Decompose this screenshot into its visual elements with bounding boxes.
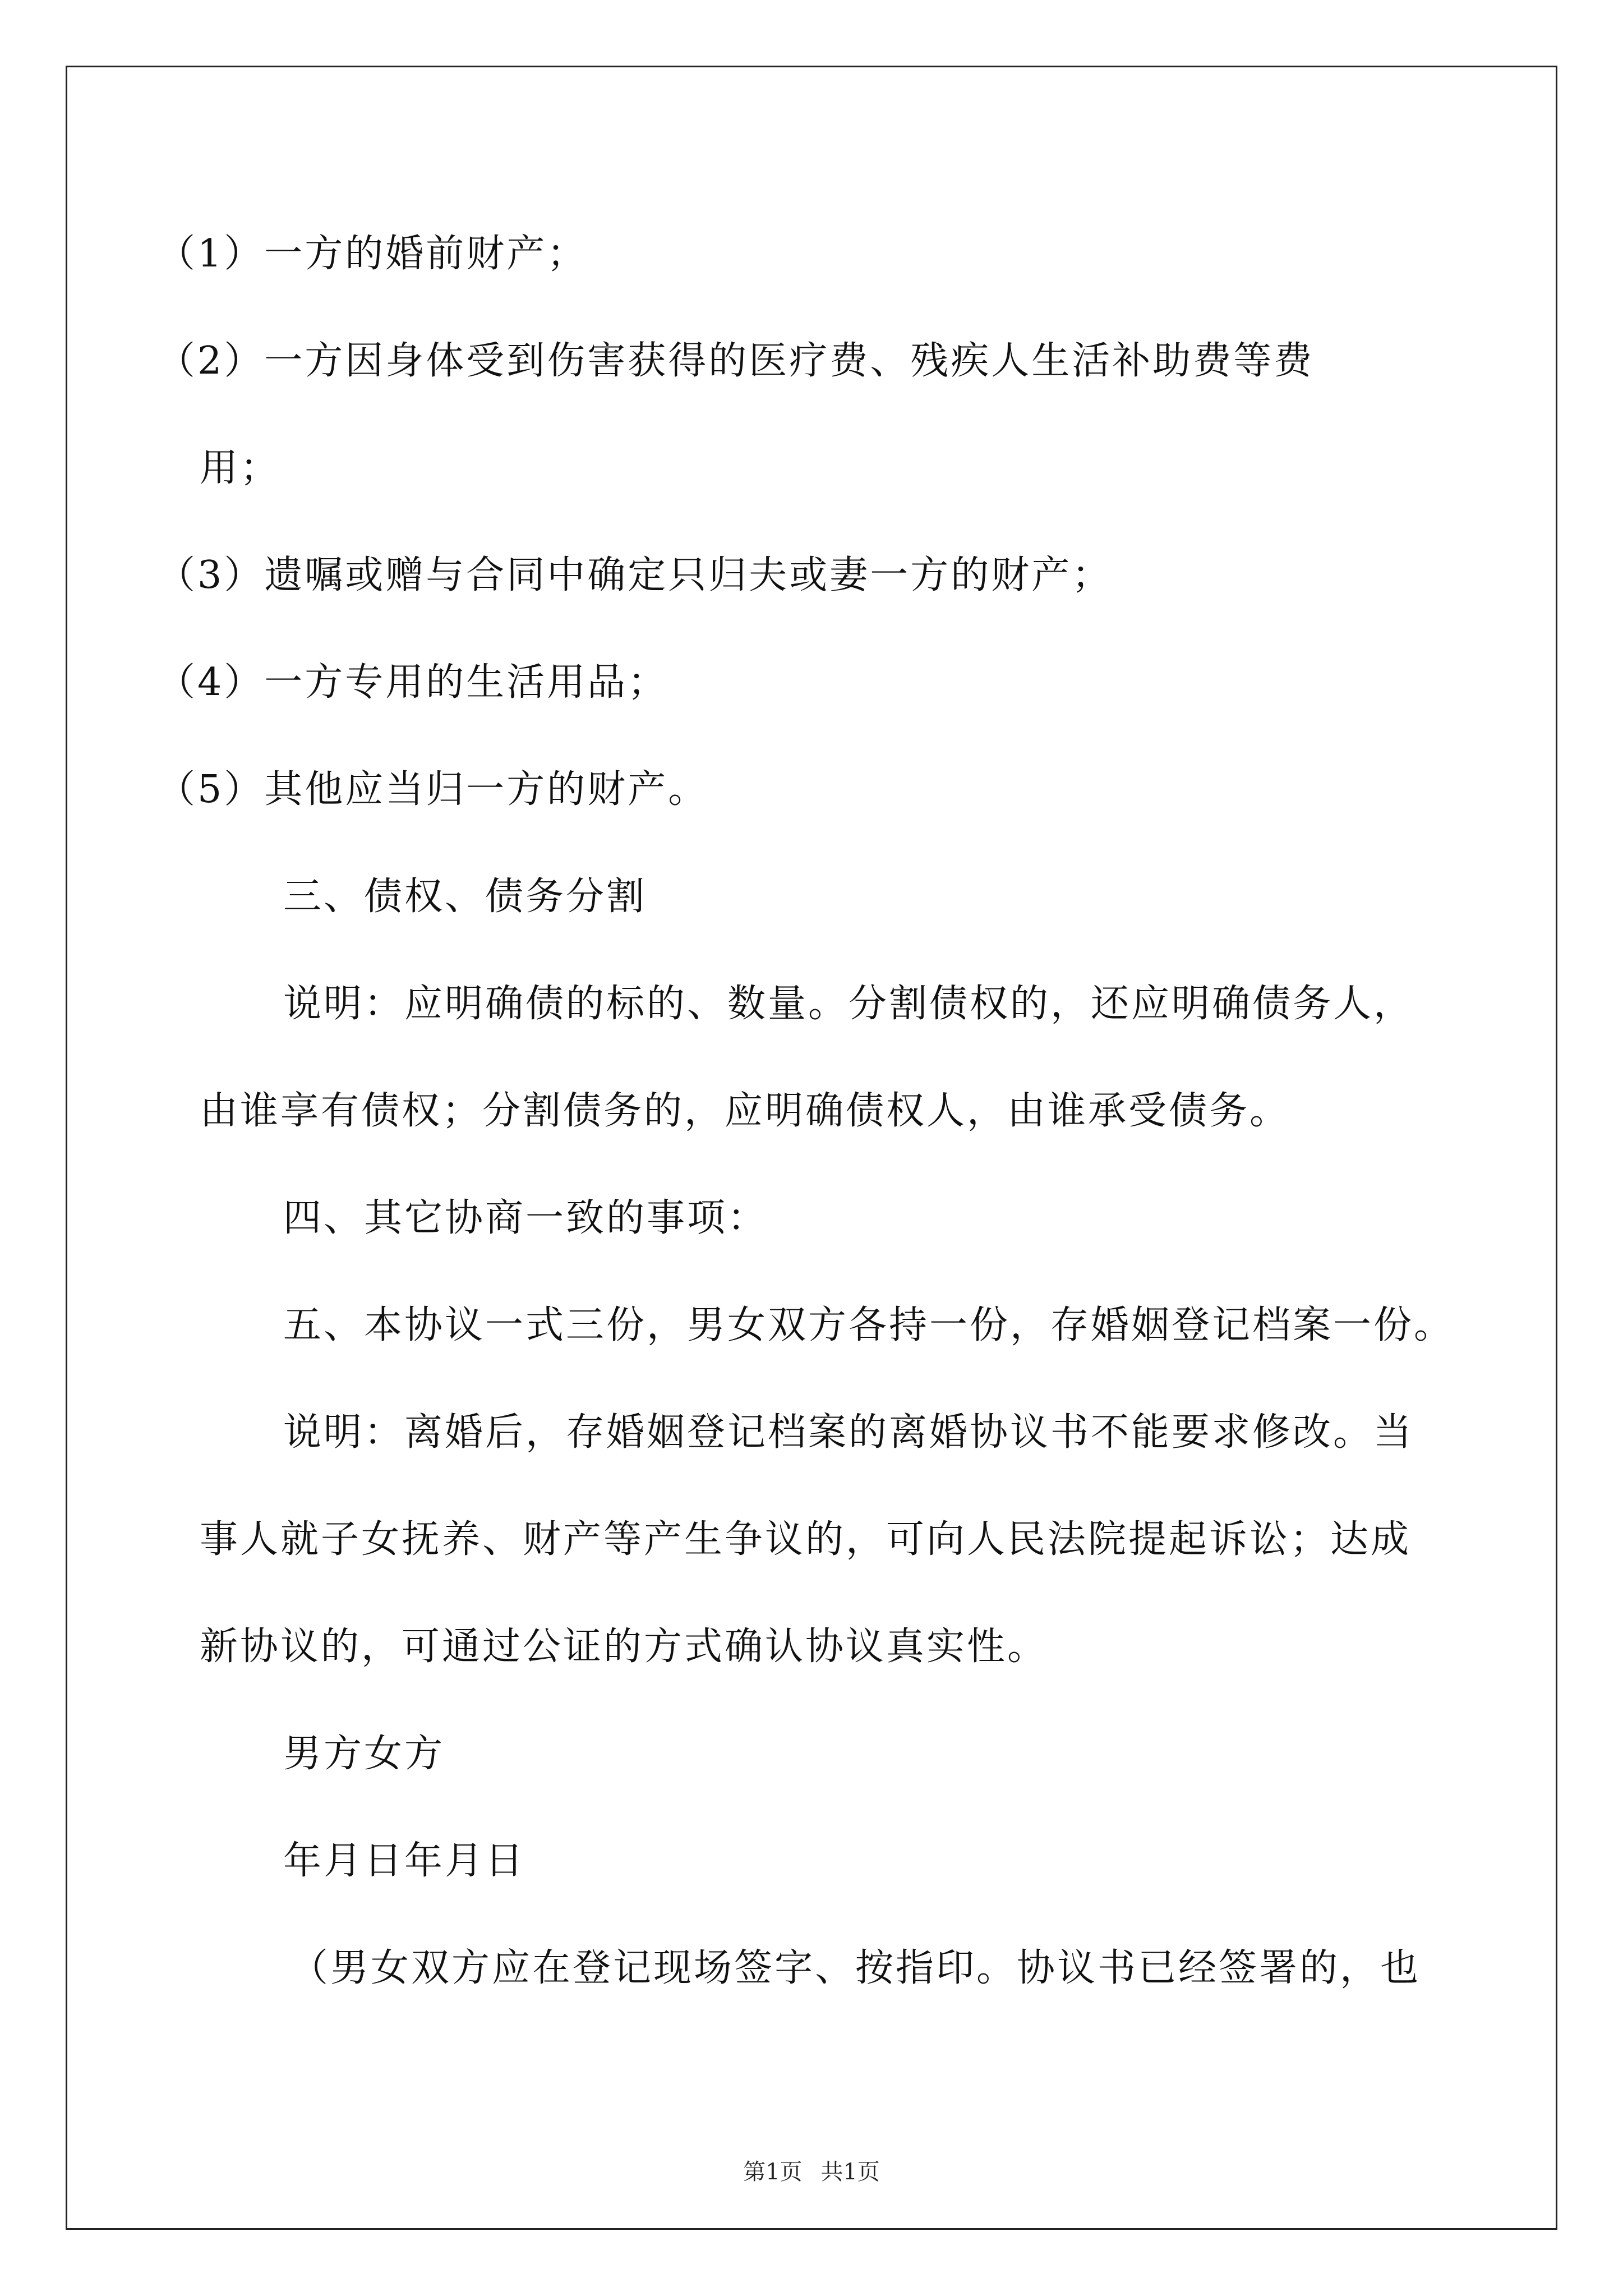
item-4-personal-items: （4）一方专用的生活用品； [157,660,668,705]
item-2-injury-compensation: （2）一方因身体受到伤害获得的医疗费、残疾人生活补助费等费 [157,339,1315,383]
signature-dates: 年月日年月日 [283,1839,526,1883]
section-3-heading: 三、债权、债务分割 [283,875,647,919]
item-1-premarital-property: （1）一方的婚前财产； [157,232,588,276]
section-5-note-line-2: 事人就子女抚养、财产等产生争议的，可向人民法院提起诉讼；达成 [200,1517,1412,1562]
section-4-heading: 四、其它协商一致的事项： [283,1196,768,1240]
signing-note: （男女双方应在登记现场签字、按指印。协议书已经签署的，也 [290,1946,1421,1990]
section-5-note-line-1: 说明：离婚后，存婚姻登记档案的离婚协议书不能要求修改。当 [283,1410,1414,1455]
item-2-continuation: 用； [200,446,281,490]
section-3-note-line-1: 说明：应明确债的标的、数量。分割债权的，还应明确债务人， [283,982,1414,1026]
signature-parties: 男方女方 [283,1732,445,1776]
page-frame [66,66,1557,2230]
page-footer [67,2159,1556,2185]
section-5-note-line-3: 新协议的，可通过公证的方式确认协议真实性。 [200,1625,1048,1669]
document-body [67,67,1556,2228]
item-3-will-gift: （3）遗嘱或赠与合同中确定只归夫或妻一方的财产； [157,553,1113,597]
page-number-total: 共1页 [820,2159,880,2185]
section-5-heading: 五、本协议一式三份，男女双方各持一份，存婚姻登记档案一份。 [283,1303,1455,1347]
section-3-note-line-2: 由谁享有债权；分割债务的，应明确债权人，由谁承受债务。 [200,1089,1290,1133]
page-number-current: 第1页 [743,2159,803,2185]
item-5-other-property: （5）其他应当归一方的财产。 [157,767,709,812]
